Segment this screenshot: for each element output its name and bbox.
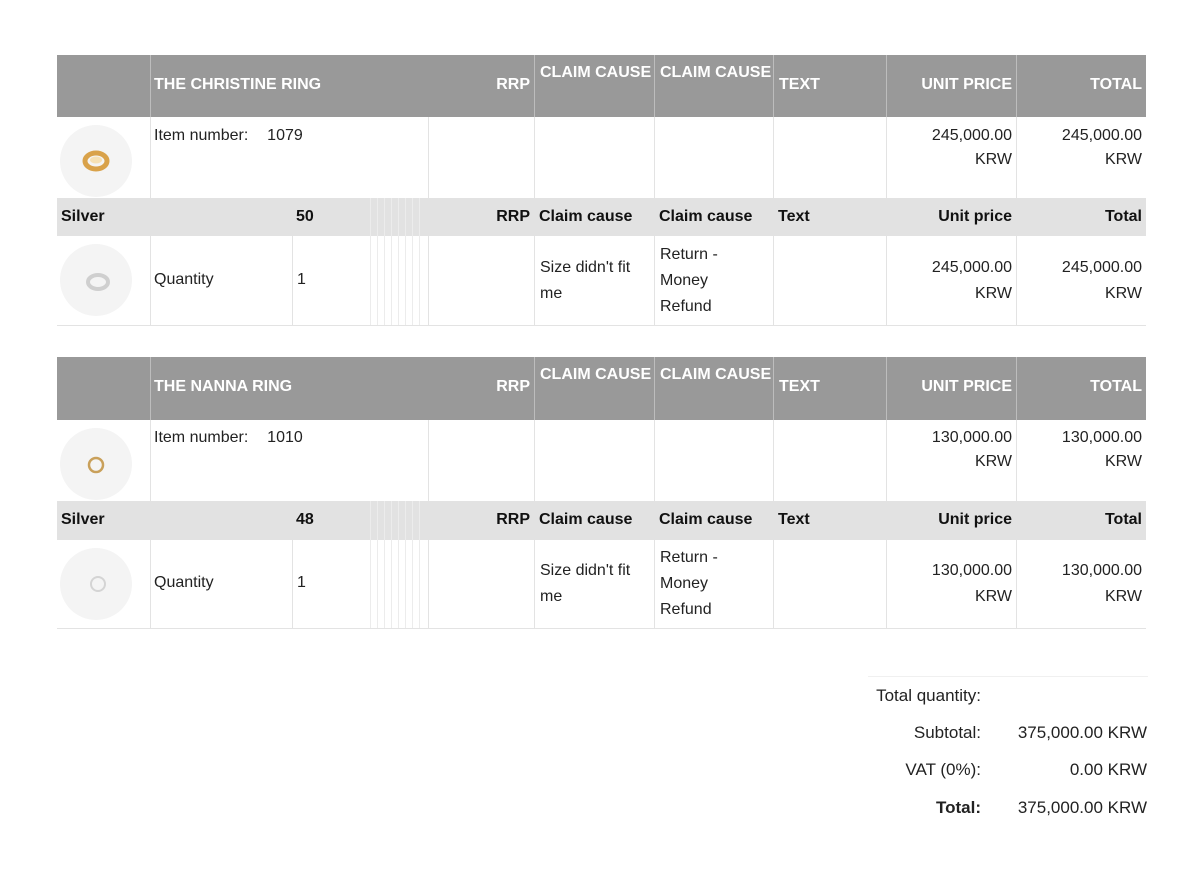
table-header <box>57 357 1146 420</box>
sub-claim-cause: Claim cause <box>539 511 633 528</box>
grand-total-value: 375,000.00 KRW <box>1017 798 1147 817</box>
quantity-value: 1 <box>292 236 370 325</box>
detail-row <box>57 540 1146 629</box>
variant-header <box>57 198 1146 236</box>
silver-ring-icon <box>60 244 132 316</box>
sub-claim-cause: Claim cause <box>539 208 633 225</box>
item-number: 1079 <box>267 127 303 144</box>
gold-ring-icon <box>60 125 132 197</box>
item-number-label: Item number: <box>154 429 249 446</box>
item-row <box>57 420 1146 502</box>
product-table <box>57 55 1146 325</box>
sub-text: Text <box>778 208 810 225</box>
quantity-value: 1 <box>292 540 370 628</box>
header-rrp: RRP <box>496 76 530 93</box>
header-total: TOTAL <box>1016 55 1146 117</box>
detail-total: 130,000.00 KRW <box>1016 540 1146 628</box>
header-claim-cause: CLAIM CAUSE <box>534 357 653 420</box>
header-text: TEXT <box>773 55 885 117</box>
header-rrp: RRP <box>496 378 530 395</box>
detail-unit-price: 130,000.00 KRW <box>886 540 1016 628</box>
item-unit-price: 245,000.00 KRW <box>886 117 1016 198</box>
variant-size: 48 <box>296 511 314 528</box>
subtotal-label: Subtotal: <box>913 723 981 742</box>
claim-cause: Size didn't fit me <box>534 236 654 325</box>
subtotal-value: 375,000.00 KRW <box>1017 723 1147 742</box>
sub-unit-price: Unit price <box>938 511 1012 528</box>
item-row <box>57 117 1146 199</box>
thin-silver-ring-icon <box>60 548 132 620</box>
sub-rrp: RRP <box>496 208 530 225</box>
total-quantity-label: Total quantity: <box>876 686 981 705</box>
thin-gold-ring-icon <box>60 428 132 500</box>
variant-header <box>57 501 1146 540</box>
vat-label: VAT (0%): <box>905 760 981 779</box>
header-claim-cause: CLAIM CAUSE <box>654 55 772 117</box>
sub-total: Total <box>1104 208 1142 225</box>
table-header <box>57 55 1146 117</box>
item-number: 1010 <box>267 429 303 446</box>
item-unit-price: 130,000.00 KRW <box>886 420 1016 501</box>
total-quantity-line <box>860 686 1147 710</box>
sub-total: Total <box>1104 511 1142 528</box>
item-total: 245,000.00 KRW <box>1016 117 1146 198</box>
detail-unit-price: 245,000.00 KRW <box>886 236 1016 325</box>
item-total: 130,000.00 KRW <box>1016 420 1146 501</box>
subtotal-line <box>860 723 1147 747</box>
sub-claim-cause: Claim cause <box>659 208 753 225</box>
header-total: TOTAL <box>1016 357 1146 420</box>
product-name: THE NANNA RING <box>150 357 428 420</box>
grand-total-label: Total: <box>935 798 981 817</box>
vat-line <box>860 760 1147 784</box>
divider <box>868 676 1148 677</box>
header-unit-price: UNIT PRICE <box>886 357 1016 420</box>
header-claim-cause: CLAIM CAUSE <box>534 55 653 117</box>
claim-cause: Size didn't fit me <box>534 540 654 628</box>
detail-total: 245,000.00 KRW <box>1016 236 1146 325</box>
sub-claim-cause: Claim cause <box>659 511 753 528</box>
variant-name: Silver <box>61 208 105 225</box>
header-unit-price: UNIT PRICE <box>886 55 1016 117</box>
claim-action: Return - Money Refund <box>654 236 773 325</box>
sub-unit-price: Unit price <box>938 208 1012 225</box>
vat-value: 0.00 KRW <box>1069 760 1147 779</box>
header-text: TEXT <box>773 357 885 420</box>
quantity-label: Quantity <box>150 236 292 325</box>
header-claim-cause: CLAIM CAUSE <box>654 357 772 420</box>
sub-text: Text <box>778 511 810 528</box>
product-name: THE CHRISTINE RING <box>150 55 428 117</box>
item-number-label: Item number: <box>154 127 249 144</box>
quantity-label: Quantity <box>150 540 292 628</box>
product-table <box>57 357 1146 628</box>
detail-row <box>57 236 1146 326</box>
grand-total-line <box>860 798 1147 822</box>
variant-size: 50 <box>296 208 314 225</box>
claim-action: Return - Money Refund <box>654 540 773 628</box>
variant-name: Silver <box>61 511 105 528</box>
sub-rrp: RRP <box>496 511 530 528</box>
